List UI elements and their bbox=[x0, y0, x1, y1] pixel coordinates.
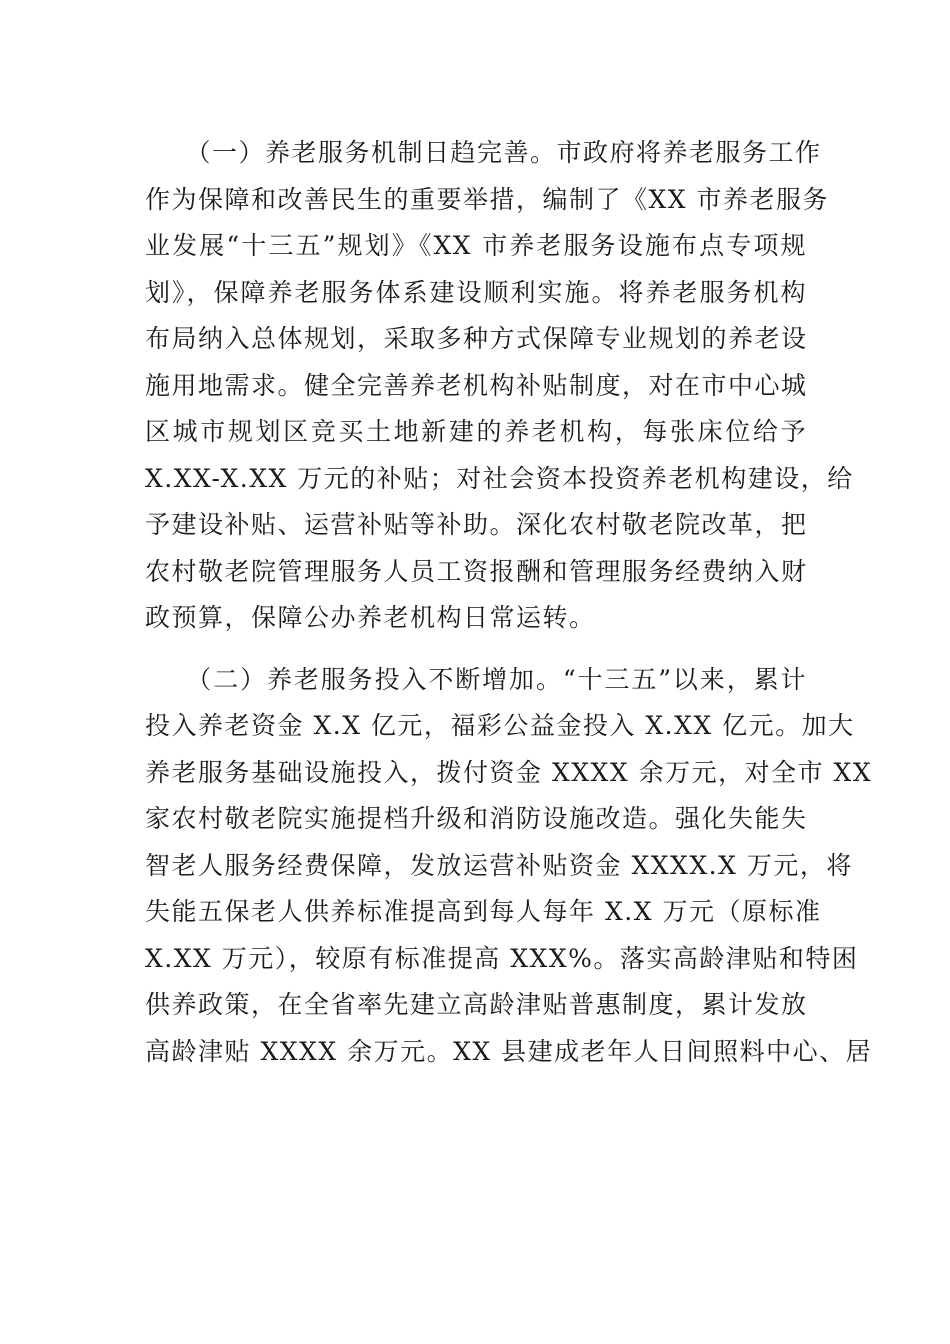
text-line: X.XX 万元），较原有标准提高 XXX%。落实高龄津贴和特困 bbox=[145, 943, 859, 973]
text-line: 失能五保老人供养标准提高到每人每年 X.X 万元（原标准 bbox=[145, 897, 822, 926]
text-line: 政预算，保障公办养老机构日常运转。 bbox=[145, 603, 596, 632]
text-line: 养老服务基础设施投入，拨付资金 XXXX 余万元，对全市 XX bbox=[145, 757, 873, 787]
text-line: （一）养老服务机制日趋完善。市政府将养老服务工作 bbox=[145, 138, 822, 167]
text-line: 施用地需求。健全完善养老机构补贴制度，对在市中心城 bbox=[145, 370, 808, 400]
text-line: 智老人服务经费保障，发放运营补贴资金 XXXX.X 万元，将 bbox=[145, 850, 853, 880]
text-line: 区城市规划区竞买土地新建的养老机构，每张床位给予 bbox=[145, 417, 807, 446]
text-line: 投入养老资金 X.X 亿元，福彩公益金投入 X.XX 亿元。加大 bbox=[145, 711, 855, 740]
text-line: 划》，保障养老服务体系建设顺利实施。将养老服务机构 bbox=[145, 277, 807, 307]
text-line: 农村敬老院管理服务人员工资报酬和管理服务经费纳入财 bbox=[145, 556, 808, 586]
paragraph-2 bbox=[145, 657, 873, 1076]
text-line: 布局纳入总体规划，采取多种方式保障专业规划的养老设 bbox=[145, 324, 808, 353]
paragraph-1 bbox=[145, 130, 854, 642]
text-line: 予建设补贴、运营补贴等补助。深化农村敬老院改革，把 bbox=[145, 510, 808, 539]
text-line: 家农村敬老院实施提档升级和消防设施改造。强化失能失 bbox=[145, 804, 808, 833]
text-line: 业发展“十三五”规划》《XX 市养老服务设施布点专项规 bbox=[145, 231, 807, 260]
text-line: 供养政策，在全省率先建立高龄津贴普惠制度，累计发放 bbox=[145, 990, 808, 1019]
text-line: 作为保障和改善民生的重要举措，编制了《XX 市养老服务 bbox=[145, 184, 830, 214]
text-line: （二）养老服务投入不断增加。“十三五”以来，累计 bbox=[145, 664, 807, 694]
text-line: 高龄津贴 XXXX 余万元。XX 县建成老年人日间照料中心、居 bbox=[145, 1036, 873, 1066]
document-body bbox=[145, 130, 873, 1075]
text-line: X.XX-X.XX 万元的补贴；对社会资本投资养老机构建设，给 bbox=[145, 463, 854, 493]
